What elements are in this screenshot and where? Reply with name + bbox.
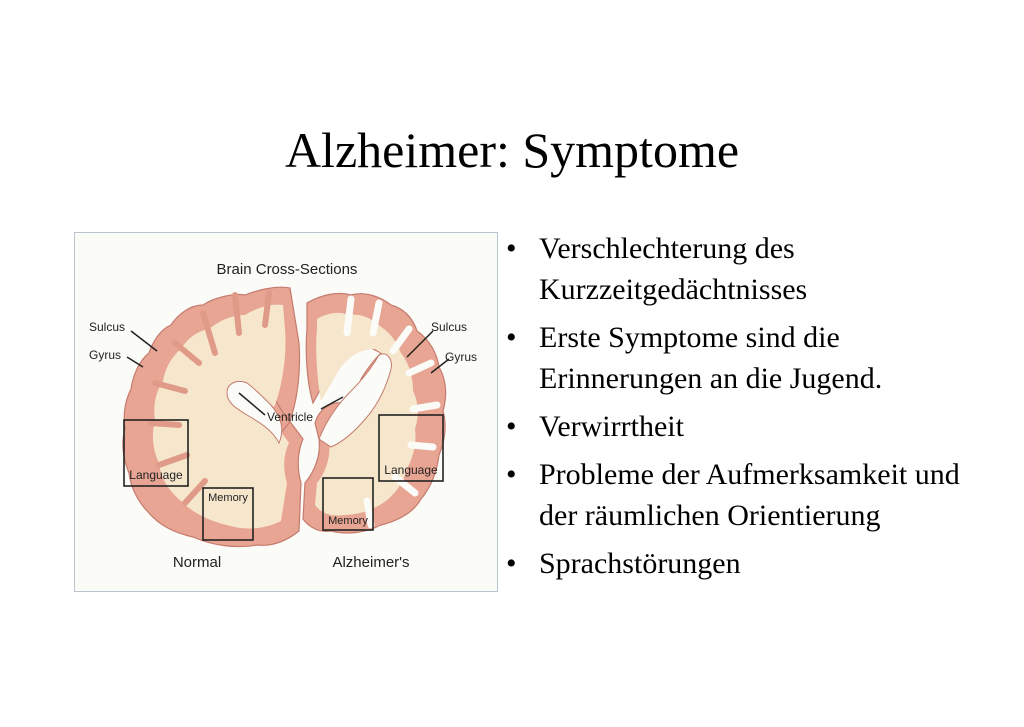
brain-cross-section-figure [74, 232, 498, 592]
sulcus-label-right: Sulcus [431, 320, 468, 334]
alzheimers-caption: Alzheimer's [332, 554, 410, 571]
language-label-alzheimers: Language [384, 463, 438, 477]
memory-label-normal: Memory [208, 492, 248, 504]
bullet-text: Erste Symptome sind die Erinnerungen an die Jugend. [539, 321, 883, 395]
ventricle-label: Ventricle [266, 410, 314, 424]
slide-title: Alzheimer: Symptome [284, 122, 740, 178]
bullet-text: Sprachstörungen [539, 547, 741, 580]
bullet-text: Probleme der Aufmerksamkeit und der räumlichen Orientierung [539, 458, 960, 532]
gyrus-label-right: Gyrus [445, 350, 478, 364]
list-item [504, 406, 1004, 447]
sulcus-label-left: Sulcus [89, 320, 126, 334]
gyrus-label-left: Gyrus [89, 348, 122, 362]
list-item [504, 317, 1004, 399]
list-item [504, 228, 1004, 310]
list-item [504, 454, 1004, 536]
brain-illustration [75, 233, 499, 593]
bullet-text: Verwirrtheit [539, 410, 684, 443]
bullet-glyph: • [506, 321, 517, 354]
bullet-glyph: • [506, 410, 517, 443]
alzheimers-hemisphere [303, 293, 446, 533]
list-item [504, 543, 1004, 584]
bullet-glyph: • [506, 232, 517, 265]
bullet-text: Verschlechterung des Kurzzeitgedächtnisses [539, 232, 808, 306]
bullet-glyph: • [506, 458, 517, 491]
symptom-list [504, 228, 1004, 591]
figure-title: Brain Cross-Sections [216, 261, 358, 278]
normal-caption: Normal [172, 554, 222, 571]
memory-label-alzheimers: Memory [328, 515, 368, 527]
language-label-normal: Language [129, 468, 183, 482]
bullet-glyph: • [506, 547, 517, 580]
